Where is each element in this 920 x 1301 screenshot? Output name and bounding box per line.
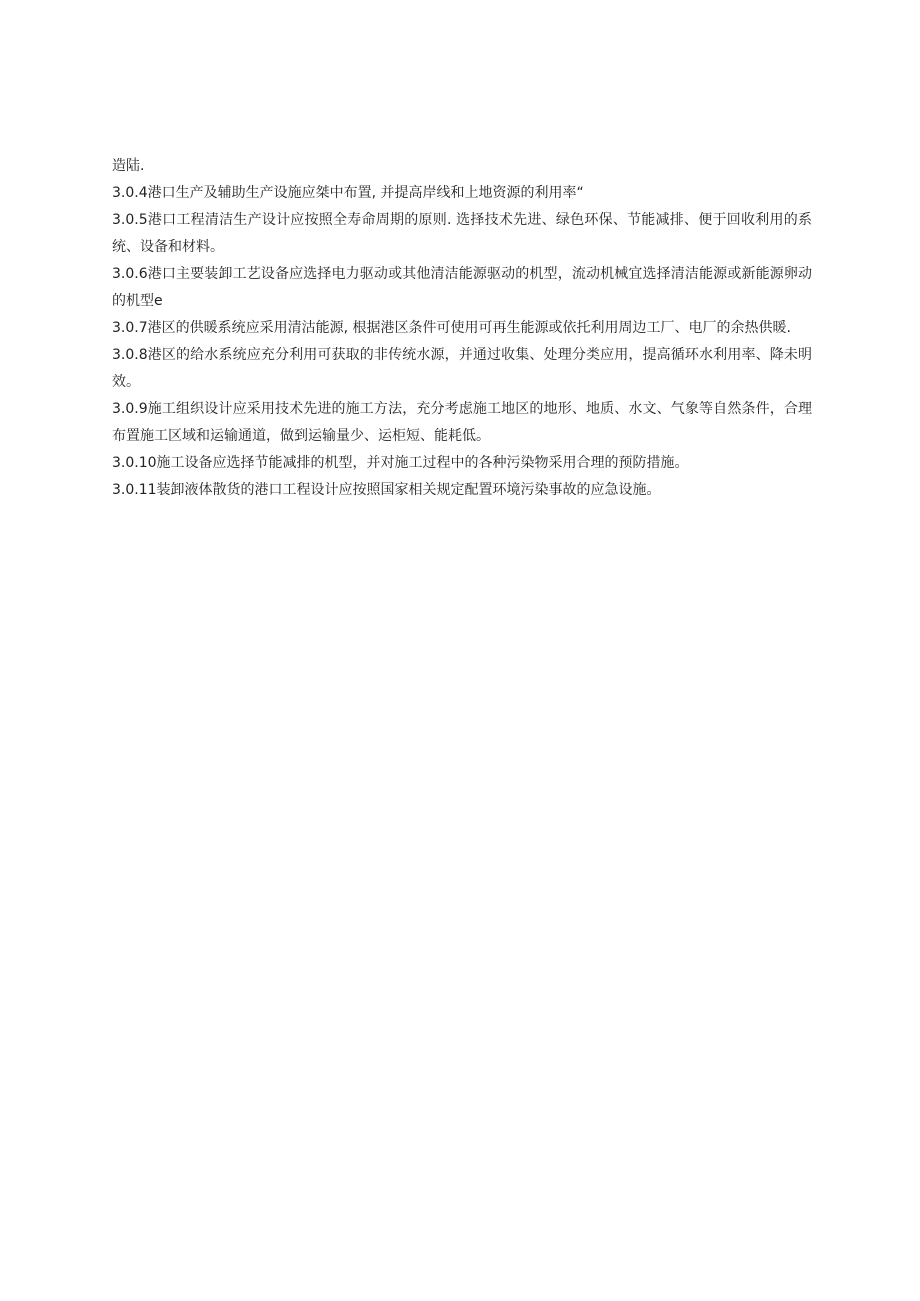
clause-number: 3.0.8 <box>112 347 148 363</box>
clause-text: 港口主要装卸工艺设备应选择电力驱动或其他清洁能源驱动的机型，流动机械宜选择清洁能源或新能源卵动的机型e <box>112 266 812 309</box>
clause-number: 3.0.6 <box>112 266 148 282</box>
clause-text: 装卸液体散货的港口工程设计应按照国家相关规定配置环境污染事故的应急设施。 <box>156 482 661 498</box>
document-body <box>112 153 812 504</box>
clause-3-0-6 <box>112 261 812 315</box>
clause-text: 港区的供暖系统应采用清沽能源, 根据港区条件可使用可再生能源或依托利用周边工厂、电厂的余热供暖. <box>147 320 791 336</box>
clause-text: 港区的给水系统应充分利用可获取的非传统水源，并通过收集、处理分类应用，提高循环水利用率、降未明效。 <box>112 347 812 390</box>
clause-3-0-8 <box>112 342 812 396</box>
clause-3-0-11 <box>112 477 812 504</box>
clause-text: 港口工程清洁生产设计应按照全寿命周期的原则. 选择技术先进、绿色环保、节能减排、便于回收利用的系统、设备和材料。 <box>112 212 812 255</box>
clause-3-0-10 <box>112 450 812 477</box>
clause-3-0-7 <box>112 315 812 342</box>
clause-text: 港口生产及辅助生产设施应桀中布置, 并提高岸线和上地资源的利用率“ <box>147 185 584 201</box>
clause-number: 3.0.7 <box>112 320 148 336</box>
clause-3-0-4 <box>112 180 812 207</box>
clause-text: 施工组织设计应采用技术先进的施工方法，充分考虑施工地区的地形、地质、水文、气象等自然条件，合理布置施工区域和运输通道，做到运输量少、运柜短、能耗低。 <box>112 401 812 444</box>
clause-number: 3.0.5 <box>112 212 148 228</box>
clause-number: 3.0.9 <box>112 401 148 417</box>
clause-number: 3.0.4 <box>112 185 148 201</box>
clause-text: 施工设备应选择节能减排的机型，并对施工过程中的各种污染物采用合理的预防措施。 <box>156 455 689 471</box>
clause-3-0-9 <box>112 396 812 450</box>
paragraph-continuation <box>112 153 812 180</box>
clause-number: 3.0.10 <box>112 455 157 471</box>
clause-3-0-5 <box>112 207 812 261</box>
paragraph-text: 造陆. <box>112 158 145 174</box>
clause-number: 3.0.11 <box>112 482 157 498</box>
